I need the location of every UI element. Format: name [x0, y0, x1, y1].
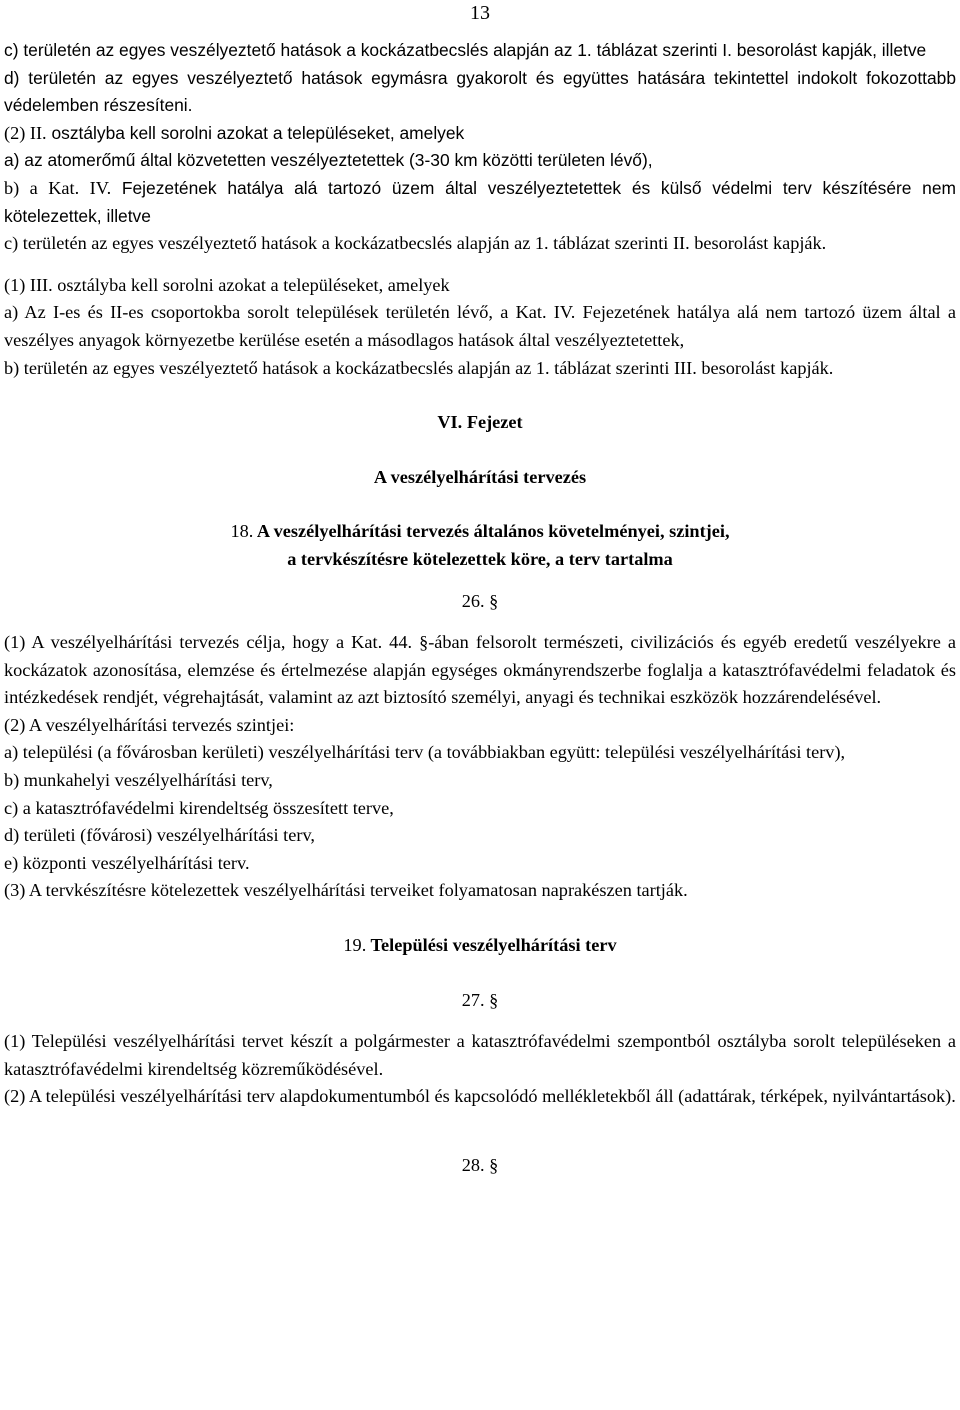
class-ii-text: osztályba kell sorolni azokat a településeket, amelyek — [51, 122, 465, 143]
paragraph-27-2: (2) A települési veszélyelhárítási terv alapdokumentumból és kapcsolódó mellékletekből áll (adattárak, térképek, nyilvántartások). — [4, 1086, 956, 1107]
section-19-title: Települési veszélyelhárítási terv — [370, 935, 617, 956]
item-d-class-i: d) területén az egyes veszélyeztető hatások egymásra gyakorolt és együttes hatására tekintettel indokolt fokozottabb védelemben részesíteni. — [4, 67, 956, 116]
level-c: c) a katasztrófavédelmi kirendeltség összesített terve, — [4, 797, 394, 818]
section-19-heading — [4, 932, 956, 960]
section-18-title-line2: a tervkészítésre kötelezettek köre, a terv tartalma — [287, 548, 673, 569]
level-e: e) központi veszélyelhárítási terv. — [4, 852, 250, 873]
paragraph-26-2: (2) A veszélyelhárítási tervezés szintjei: — [4, 714, 295, 735]
class-iii-intro: (1) III. osztályba kell sorolni azokat a településeket, amelyek — [4, 274, 450, 295]
chapter-number: VI. Fejezet — [437, 412, 523, 433]
spacer — [4, 491, 956, 518]
item-a-class-ii: a) az atomerőmű által közvetetten veszélyeztetettek (3-30 km közötti területen lévő), — [4, 150, 653, 171]
section-18-heading — [4, 518, 956, 546]
spacer — [4, 437, 956, 464]
item-c-class-i: c) területén az egyes veszélyeztető hatások a kockázatbecslés alapján az 1. táblázat szerinti I. besorolást kapják, illetve — [4, 40, 927, 60]
section-19-number: 19. — [343, 935, 367, 956]
spacer — [4, 1138, 956, 1152]
item-c-class-ii: c) területén az egyes veszélyeztető hatások a kockázatbecslés alapján az 1. táblázat szerinti II. besorolást kapják. — [4, 233, 827, 254]
level-b: b) munkahelyi veszélyelhárítási terv, — [4, 770, 273, 791]
paragraph-27-sign: 27. § — [461, 989, 499, 1010]
document-body — [4, 37, 956, 1180]
paragraph-28-sign: 28. § — [461, 1155, 499, 1175]
spacer — [4, 1014, 956, 1028]
class-ii-number: (2) II. — [4, 122, 47, 143]
section-18-title-line1: A veszélyelhárítási tervezés általános követelményei, szintjei, — [256, 521, 730, 542]
spacer — [4, 258, 956, 272]
item-b-text: Fejezetének hatálya alá tartozó üzem által veszélyeztetettek és külső védelmi terv készítésére nem kötelezettek, illetve — [4, 177, 956, 226]
item-b-class-ii — [4, 175, 956, 230]
spacer — [4, 615, 956, 629]
item-b-prefix: b) a Kat. IV. — [4, 177, 112, 198]
spacer — [4, 382, 956, 409]
class-ii-intro — [4, 120, 956, 148]
level-a: a) települési (a fővárosban kerületi) veszélyelhárítási terv (a továbbiakban együtt: települési veszélyelhárítási terv), — [4, 742, 846, 763]
item-b-class-iii: b) területén az egyes veszélyeztető hatások a kockázatbecslés alapján az 1. táblázat szerinti III. besorolást kapják. — [4, 357, 834, 378]
item-a-class-iii: a) Az I-es és II-es csoportokba sorolt települések területén lévő, a Kat. IV. Fejezetének hatálya alá nem tartozó üzem által a veszélyes anyagok környezetbe kerülése esetén a másodlagos hatások által veszélyeztetettek, — [4, 302, 956, 350]
spacer — [4, 905, 956, 932]
paragraph-27-1: (1) Települési veszélyelhárítási tervet készít a polgármester a katasztrófavédelmi szempontból osztályba sorolt településeken a katasztrófavédelmi kirendeltség közreműködésével. — [4, 1031, 956, 1079]
section-18-number: 18. — [230, 521, 254, 542]
spacer — [4, 1111, 956, 1138]
paragraph-26-3: (3) A tervkészítésre kötelezettek veszélyelhárítási terveiket folyamatosan naprakészen tartják. — [4, 880, 688, 901]
spacer — [4, 574, 956, 588]
page-number: 13 — [470, 2, 490, 24]
chapter-title: A veszélyelhárítási tervezés — [373, 466, 587, 487]
paragraph-26-sign: 26. § — [461, 590, 499, 611]
spacer — [4, 960, 956, 987]
level-d: d) területi (fővárosi) veszélyelhárítási terv, — [4, 825, 315, 846]
paragraph-26-1: (1) A veszélyelhárítási tervezés célja, hogy a Kat. 44. §-ában felsorolt természeti, civilizációs és egyéb eredetű veszélyekre a kockázatok azonosítása, elemzése és értelmezése alapján egységes okmányrendszerbe foglalja a katasztrófavédelmi feladatok és intézkedések rendjét, végrehajtását, valamint az azt biztosító személyi, anyagi és technikai eszközök hozzárendelésével. — [4, 632, 956, 708]
